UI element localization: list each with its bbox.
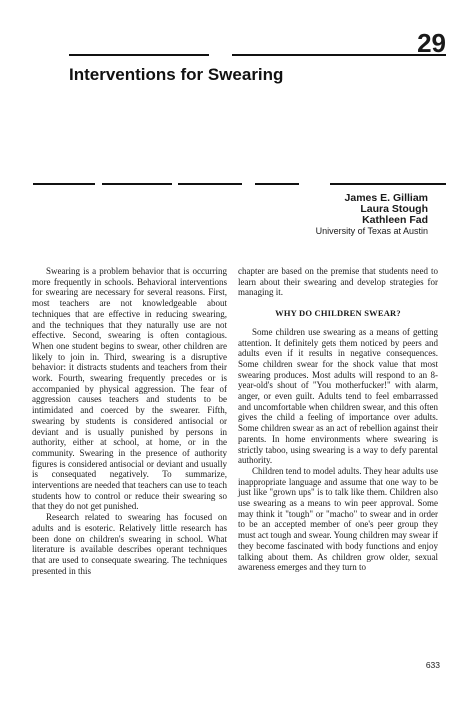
affiliation: University of Texas at Austin bbox=[315, 226, 428, 236]
body-paragraph: Swearing is a problem behavior that is occurring more frequently in schools. Behavioral interventions for swearing are necessary for several reasons. First, most teachers are not knowledgeable about techniques that are effective in reducing swearing, and the techniques that they naturally use are not effective. Second, swearing is often contagious. When one student begins to swear, other children are likely to join in. Third, swearing is a disruptive behavior: it distracts students and teachers from their work. Fourth, swearing frequently precedes or is accompanied by physical aggression. The fear of aggression causes teachers and students to be intimidated and coerced by the swearer. Fifth, swearing by students is considered antisocial or deviant and is usually punished by persons in authority, either at school, at home, or in the community. Swearing in the presence of authority figures is considered antisocial or deviant and usually is consequated negatively. To summarize, interventions are needed that teachers can use to teach students how to control or reduce their swearing so that they do not get punished. bbox=[32, 266, 227, 512]
body-column-right bbox=[238, 266, 438, 573]
body-paragraph: Children tend to model adults. They hear adults use inappropriate language and assume that one way to be just like "grown ups" is to talk like them. Children also use swearing as a means to win peer approval. Some may think it "tough" or "macho" to swear and in order to be an accepted member of one's peer group they must act tough and swear. Young children may swear if they become fascinated with body functions and enjoy talking about them. As children grow older, sexual awareness emerges and they turn to bbox=[238, 465, 438, 573]
mid-rule-4 bbox=[255, 183, 299, 185]
mid-rule-5 bbox=[330, 183, 446, 185]
page-number: 633 bbox=[425, 660, 440, 670]
body-paragraph: Some children use swearing as a means of getting attention. It definitely gets them noticed by peers and adults even if it results in negative consequences. Some children swear for the shock value that most swearing produces. Most adults will respond to an 8-year-old's shout of "You motherfucker!" with alarm, anger, or even guilt. Adults tend to feel embarrassed and uncomfortable when children swear, and this often gives the child a feeling of importance over adults. Some children swear as an act of rebellion against their parents. In home environments where swearing is strictly taboo, using swearing is a way to defy parental authority. bbox=[238, 326, 438, 466]
mid-rule-2 bbox=[102, 183, 172, 185]
top-rule-left bbox=[69, 54, 209, 56]
section-heading: WHY DO CHILDREN SWEAR? bbox=[275, 308, 401, 319]
author-2: Laura Stough bbox=[360, 203, 428, 215]
author-3: Kathleen Fad bbox=[362, 214, 428, 226]
chapter-title: Interventions for Swearing bbox=[69, 65, 284, 84]
mid-rule-3 bbox=[178, 183, 242, 185]
chapter-number: 29 bbox=[417, 28, 446, 58]
author-1: James E. Gilliam bbox=[344, 192, 428, 204]
body-paragraph: chapter are based on the premise that students need to learn about their swearing and develop strategies for managing it. bbox=[238, 266, 438, 298]
mid-rule-1 bbox=[33, 183, 95, 185]
body-paragraph: Research related to swearing has focused on adults and is esoteric. Relatively little research has been done on children's swearing in school. What literature is available describes operant techniques that are used to consequate swearing. The techniques presented in this bbox=[32, 512, 227, 576]
body-column-left bbox=[32, 266, 227, 576]
